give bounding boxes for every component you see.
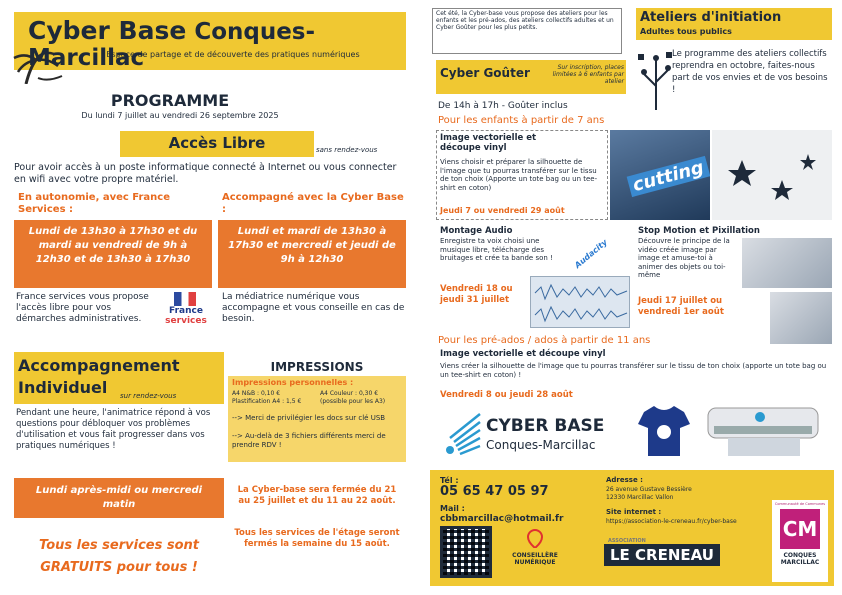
cyber-gouter-title: Cyber Goûter — [440, 66, 530, 80]
preados-vinyl-text: Viens créer la silhouette de l'image que tu pourras transférer sur le tissu de ton choix (apporte un tote bag ou un tee-shirt en coton) ! — [440, 362, 827, 379]
ateliers-text: Le programme des ateliers collectifs reprendra en octobre, faites-nous part de vos envies et de vos besoins ! — [672, 49, 828, 95]
tree-network-icon — [636, 46, 676, 110]
vinyl-enfants-date: Jeudi 7 ou vendredi 29 août — [440, 206, 565, 215]
impressions-subtitle: Impressions personnelles : — [232, 378, 354, 387]
impressions-title: IMPRESSIONS — [270, 360, 364, 374]
accompagne-hours: Lundi et mardi de 13h30 à 17h30 et mercredi et jeudi de 9h à 12h30 — [228, 226, 396, 265]
pixillation-photo-1 — [742, 238, 832, 288]
tel-label: Tél : — [440, 476, 459, 485]
header-title-place: Conques-Marcillac — [28, 19, 316, 71]
stop-motion-date: Jeudi 17 juillet ou vendredi 1er août — [638, 296, 724, 317]
cutting-photo — [610, 130, 710, 220]
qr-code[interactable] — [440, 526, 492, 578]
gratuits-line-1: Tous les services sont — [39, 538, 199, 553]
mail-value[interactable]: cbbmarcillac@hotmail.fr — [440, 514, 564, 524]
cm-logo-mark: CM — [780, 509, 820, 549]
impressions-note-1: --> Merci de privilégier les docs sur clé USB — [232, 414, 386, 422]
conseillere-line1: CONSEILLÈRE — [512, 552, 558, 559]
impressions-plastification: Plastification A4 : 1,5 € — [232, 398, 302, 405]
cyber-base-logo-icon — [440, 410, 484, 460]
location-pin-icon — [506, 528, 564, 548]
fermeture-text-2: Tous les services de l'étage seront fermés la semaine du 15 août. — [234, 528, 400, 549]
header-subtitle: Espace de partage et de découverte des pratiques numériques — [106, 50, 360, 59]
ateliers-subtitle: Adultes tous publics — [640, 27, 732, 36]
impressions-note-2: --> Au-delà de 3 fichiers différents merci de prendre RDV ! — [232, 432, 386, 449]
conseillere-line2: NUMÉRIQUE — [514, 559, 556, 566]
cutting-machine-photo — [698, 390, 832, 462]
header-title-cyber: Cyber Base — [28, 16, 187, 45]
impressions-plastification-note: (possible pour les A3) — [320, 398, 386, 405]
france-services-line2: services — [165, 316, 207, 326]
accompagnement-text: Pendant une heure, l'animatrice répond à vos questions pour débloquer vos problèmes d'utilisation et vous fait progresser dans vos pratiques numériques ! — [16, 408, 211, 451]
ateliers-title: Ateliers d'initiation — [640, 10, 782, 25]
le-creneau-text: LE CRENEAU — [604, 544, 720, 566]
site-value[interactable]: https://association-le-creneau.fr/cyber-base — [606, 518, 737, 525]
cutting-machine-icon — [698, 390, 832, 462]
vinyl-enfants-text: Viens choisir et préparer la silhouette de l'image que tu pourras transférer sur le tissu de ton choix (Apporte un tote bag ou un tee-shirt en coton) — [440, 158, 598, 192]
enfants-heading: Pour les enfants à partir de 7 ans — [438, 115, 605, 126]
autonomie-hours: Lundi de 13h30 à 17h30 et du mardi au vendredi de 9h à 12h30 et de 13h30 à 17h30 — [28, 226, 198, 265]
accompagnement-tag: sur rendez-vous — [120, 392, 177, 400]
fermeture-text-1: La Cyber-base sera fermée du 21 au 25 juillet et du 11 au 22 août. — [237, 485, 397, 506]
waveform-icon — [531, 277, 631, 329]
france-services-logo — [160, 292, 212, 344]
cyber-base-logo-line1: CYBER BASE — [486, 416, 605, 436]
acces-libre-title: Accès Libre — [168, 134, 266, 152]
site-label: Site internet : — [606, 508, 662, 516]
pixillation-photo-2 — [770, 292, 832, 344]
header-title — [28, 18, 408, 71]
tshirt-icon — [636, 398, 692, 462]
programme-title: PROGRAMME — [110, 91, 230, 110]
accompagne-title: Accompagné avec la Cyber Base : — [222, 192, 404, 215]
cm-line1: CONQUES — [783, 552, 817, 559]
tshirt-photo — [636, 398, 692, 462]
intro-note: Cet été, la Cyber-base vous propose des ateliers pour les enfants et les pré-ados, des ateliers collectifs adultes et un Cyber Goûter pour les plus petits. — [436, 10, 614, 31]
france-services-text: France services vous propose l'accès libre pour vos démarches administratives. — [16, 292, 149, 324]
audacity-logo-text: Audacity — [572, 237, 610, 271]
stop-motion-text: Découvre le principe de la vidéo créée image par image et amuse-toi à animer des objets ou toi-même — [638, 237, 730, 279]
cyber-base-logo-line2: Conques-Marcillac — [486, 438, 596, 452]
stars-photo — [712, 130, 832, 220]
impressions-a4-couleur: A4 Couleur : 0,30 € — [320, 390, 379, 397]
accompagne-text: La médiatrice numérique vous accompagne et vous conseille en cas de besoin. — [222, 292, 405, 324]
cm-top-text: Communauté de Communes — [774, 502, 826, 506]
accompagnement-title-2: Individuel — [18, 378, 108, 397]
adresse-label: Adresse : — [606, 476, 643, 484]
accompagnement-hours: Lundi après-midi ou mercredi matin — [35, 485, 203, 510]
star-stickers-icon — [712, 130, 832, 220]
conseillere-logo — [506, 528, 564, 578]
audacity-logo — [570, 232, 620, 272]
audio-date: Vendredi 18 ou jeudi 31 juillet — [440, 284, 513, 305]
le-creneau-logo — [604, 538, 734, 578]
preados-vinyl-date: Vendredi 8 ou jeudi 28 août — [440, 390, 573, 400]
tel-value: 05 65 47 05 97 — [440, 484, 549, 499]
stop-motion-title: Stop Motion et Pixillation — [638, 226, 760, 236]
accompagnement-title-1: Accompagnement — [18, 356, 180, 375]
programme-dates: Du lundi 7 juillet au vendredi 26 septembre 2025 — [81, 111, 279, 120]
adresse-line2: 12330 Marcillac Vallon — [606, 494, 674, 501]
conques-marcillac-logo — [772, 500, 828, 582]
association-label: ASSOCIATION — [608, 538, 646, 544]
audio-text: Enregistre ta voix choisi une musique libre, télécharge des bruitages et crée ta bande son ! — [440, 237, 553, 262]
vinyl-enfants-title: Image vectorielle et découpe vinyl — [440, 133, 537, 153]
gratuits-line-2: GRATUITS pour tous ! — [40, 560, 198, 575]
impressions-a4-nb: A4 N&B : 0,10 € — [232, 390, 281, 397]
cm-line2: MARCILLAC — [780, 559, 820, 566]
preados-heading: Pour les pré-ados / ados à partir de 11 ans — [438, 335, 651, 346]
adresse-line1: 26 avenue Gustave Bessière — [606, 486, 692, 493]
preados-vinyl-title: Image vectorielle et découpe vinyl — [440, 349, 606, 359]
audio-title: Montage Audio — [440, 226, 513, 236]
acces-libre-tag: sans rendez-vous — [316, 146, 378, 154]
autonomie-title: En autonomie, avec France Services : — [18, 192, 171, 215]
mail-label: Mail : — [440, 504, 465, 513]
acces-libre-intro: Pour avoir accès à un poste informatique connecté à Internet ou vous connecter en wifi avec votre propre matériel. — [14, 162, 397, 185]
french-flag-icon — [174, 292, 196, 306]
cyber-gouter-hours: De 14h à 17h - Goûter inclus — [438, 101, 568, 111]
france-services-line1: France — [169, 306, 203, 316]
cutting-label: cutting — [627, 156, 710, 197]
cyber-gouter-note: Sur inscription, places limitées à 6 enfants par atelier — [552, 64, 624, 85]
audio-screenshot — [530, 276, 630, 328]
